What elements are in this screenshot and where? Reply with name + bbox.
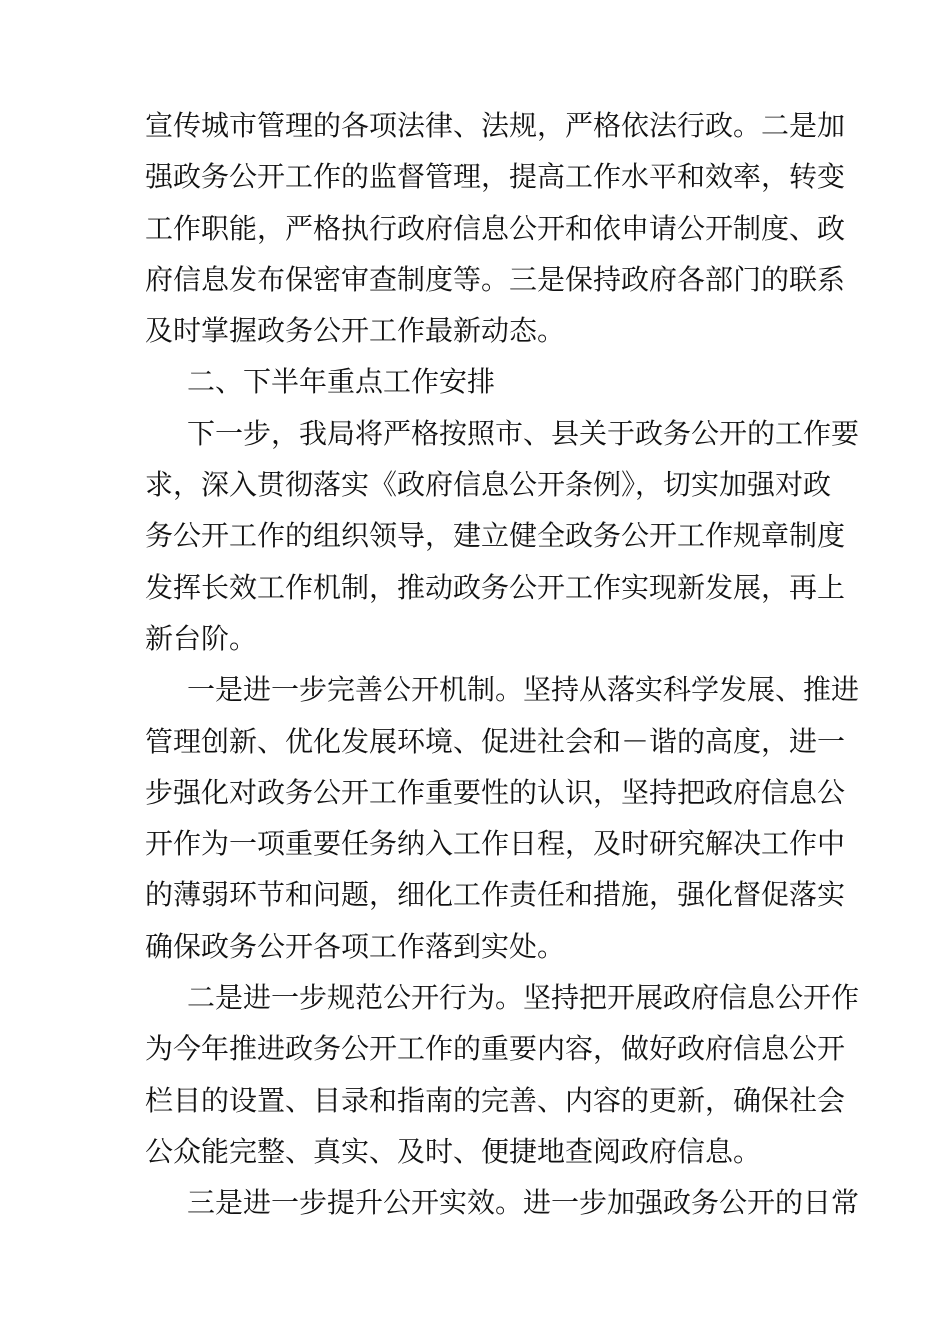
text-line: 的薄弱环节和问题，细化工作责任和措施，强化督促落实 xyxy=(145,878,846,912)
text-line: 公众能完整、真实、及时、便捷地查阅政府信息。 xyxy=(145,1134,762,1168)
text-line: 确保政务公开各项工作落到实处。 xyxy=(145,929,566,963)
text-line: 发挥长效工作机制，推动政务公开工作实现新发展，再上 xyxy=(145,570,846,604)
text-line: 二是进一步规范公开行为。坚持把开展政府信息公开作 xyxy=(187,981,860,1015)
text-line: 下一步，我局将严格按照市、县关于政务公开的工作要 xyxy=(187,416,860,450)
text-line: 开作为一项重要任务纳入工作日程，及时研究解决工作中 xyxy=(145,827,846,861)
text-line: 宣传城市管理的各项法律、法规，严格依法行政。二是加 xyxy=(145,109,846,142)
text-line: 及时掌握政务公开工作最新动态。 xyxy=(145,314,566,348)
text-line: 栏目的设置、目录和指南的完善、内容的更新，确保社会 xyxy=(145,1083,846,1117)
text-line: 管理创新、优化发展环境、促进社会和－谐的高度，进一 xyxy=(145,724,846,758)
text-line: 强政务公开工作的监督管理，提高工作水平和效率，转变 xyxy=(145,160,846,194)
text-line: 新台阶。 xyxy=(145,621,258,655)
section-heading: 二、下半年重点工作安排 xyxy=(187,365,496,399)
text-line: 务公开工作的组织领导，建立健全政务公开工作规章制度 xyxy=(145,519,846,553)
text-line: 为今年推进政务公开工作的重要内容，做好政府信息公开 xyxy=(145,1032,846,1066)
document-body xyxy=(145,100,860,1229)
text-line: 步强化对政务公开工作重要性的认识，坚持把政府信息公 xyxy=(145,775,846,809)
text-line: 府信息发布保密审查制度等。三是保持政府各部门的联系 xyxy=(145,262,846,296)
text-line: 一是进一步完善公开机制。坚持从落实科学发展、推进 xyxy=(187,673,860,707)
text-line: 三是进一步提升公开实效。进一步加强政务公开的日常 xyxy=(187,1186,860,1220)
text-line: 求，深入贯彻落实《政府信息公开条例》，切实加强对政 xyxy=(145,468,832,502)
text-line: 工作职能，严格执行政府信息公开和依申请公开制度、政 xyxy=(145,211,846,245)
